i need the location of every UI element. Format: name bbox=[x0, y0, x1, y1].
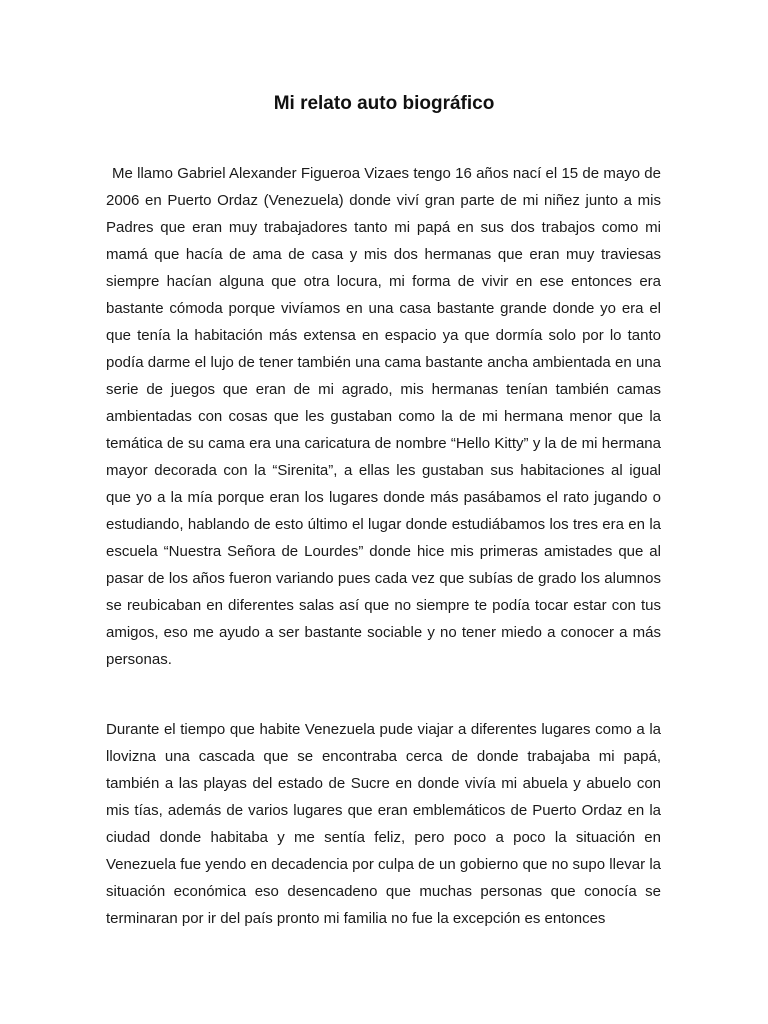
paragraph-1: Me llamo Gabriel Alexander Figueroa Vizaes tengo 16 años nací el 15 de mayo de 2006 en Puerto Ordaz (Venezuela) donde viví gran parte de mi niñez junto a mis Padres que eran muy trabajadores tanto mi papá en sus dos trabajos como mi mamá que hacía de ama de casa y mis dos hermanas que eran muy traviesas siempre hacían alguna que otra locura, mi forma de vivir en ese entonces era bastante cómoda porque vivíamos en una casa bastante grande donde yo era el que tenía la habitación más extensa en espacio ya que dormía solo por lo tanto podía darme el lujo de tener también una cama bastante ancha ambientada en una serie de juegos que eran de mi agrado, mis hermanas tenían también camas ambientadas con cosas que les gustaban como la de mi hermana menor que la temática de su cama era una caricatura de nombre “Hello Kitty” y la de mi hermana mayor decorada con la “Sirenita”, a ellas les gustaban sus habitaciones al igual que yo a la mía porque eran los lugares donde más pasábamos el rato jugando o estudiando, hablando de esto último el lugar donde estudiábamos los tres era en la escuela “Nuestra Señora de Lourdes” donde hice mis primeras amistades que al pasar de los años fueron variando pues cada vez que subías de grado los alumnos se reubicaban en diferentes salas así que no siempre te podía tocar estar con tus amigos, eso me ayudo a ser bastante sociable y no tener miedo a conocer a más personas. bbox=[106, 165, 661, 668]
paragraph-2: Durante el tiempo que habite Venezuela pude viajar a diferentes lugares como a la llovizna una cascada que se encontraba cerca de donde trabajaba mi papá, también a las playas del estado de Sucre en donde vivía mi abuela y abuelo con mis tías, además de varios lugares que eran emblemáticos de Puerto Ordaz en la ciudad donde habitaba y me sentía feliz, pero poco a poco la situación en Venezuela fue yendo en decadencia por culpa de un gobierno que no supo llevar la situación económica eso desencadeno que muchas personas que conocía se terminaran por ir del país pronto mi familia no fue la excepción es entonces bbox=[106, 721, 661, 927]
document-title: Mi relato auto biográfico bbox=[273, 93, 495, 114]
